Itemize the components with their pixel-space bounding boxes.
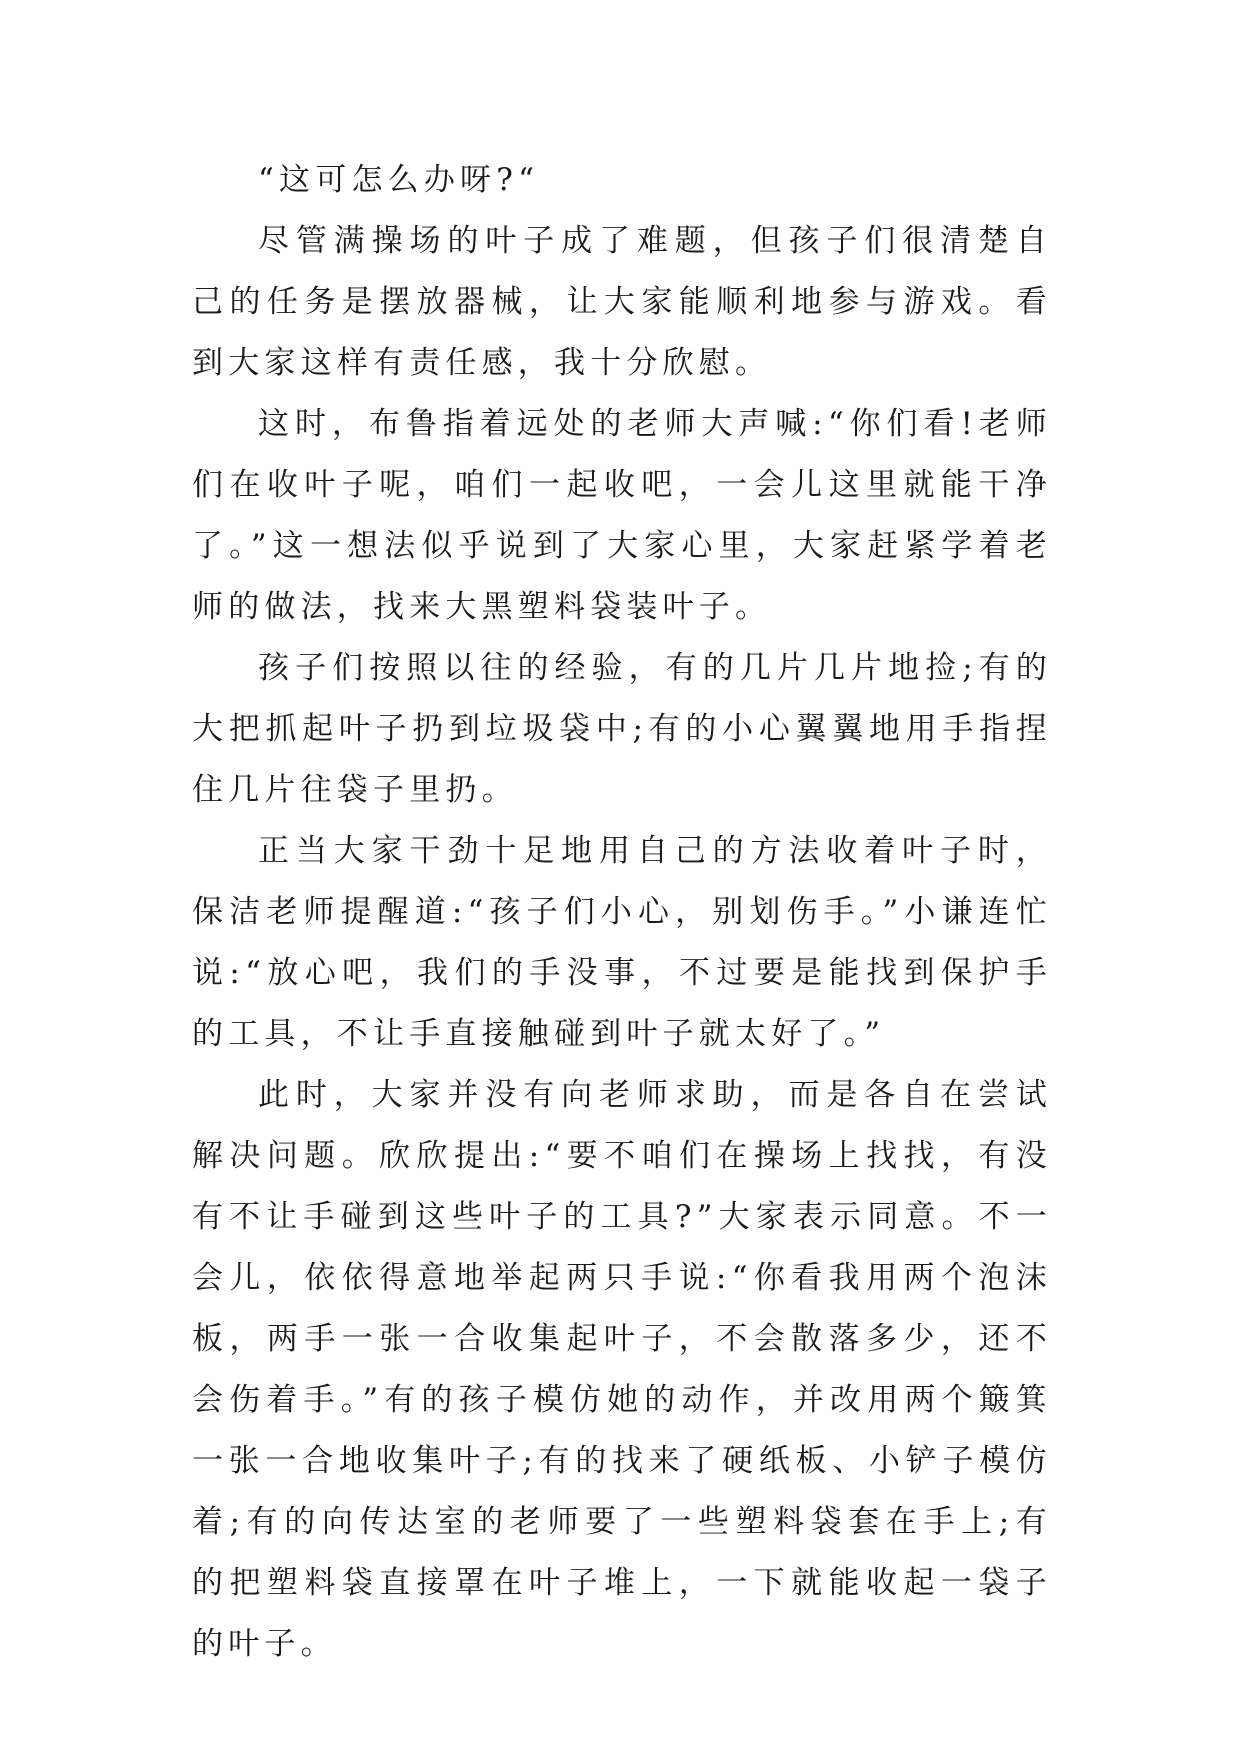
paragraph-3: 这时，布鲁指着远处的老师大声喊:“你们看!老师们在收叶子呢，咱们一起收吧，一会儿这里就能干净了。”这一想法似乎说到了大家心里，大家赶紧学着老师的做法，找来大黑塑料袋装叶子。 — [192, 406, 1052, 625]
document-body — [192, 150, 1052, 1675]
paragraph-2: 尽管满操场的叶子成了难题，但孩子们很清楚自己的任务是摆放器械，让大家能顺利地参与游戏。看到大家这样有责任感，我十分欣慰。 — [192, 223, 1052, 381]
paragraph-4: 孩子们按照以往的经验，有的几片几片地捡;有的大把抓起叶子扔到垃圾袋中;有的小心翼翼地用手指捏住几片往袋子里扔。 — [192, 650, 1052, 808]
paragraph-6: 此时，大家并没有向老师求助，而是各自在尝试解决问题。欣欣提出:“要不咱们在操场上找找，有没有不让手碰到这些叶子的工具?”大家表示同意。不一会儿，依依得意地举起两只手说:“你看我用两个泡沫板，两手一张一合收集起叶子，不会散落多少，还不会伤着手。”有的孩子模仿她的动作，并改用两个簸箕一张一合地收集叶子;有的找来了硬纸板、小铲子模仿着;有的向传达室的老师要了一些塑料袋套在手上;有的把塑料袋直接罩在叶子堆上，一下就能收起一袋子的叶子。 — [192, 1077, 1052, 1662]
paragraph-1: “这可怎么办呀?“ — [258, 162, 540, 198]
paragraph-5: 正当大家干劲十足地用自己的方法收着叶子时，保洁老师提醒道:“孩子们小心，别划伤手。”小谦连忙说:“放心吧，我们的手没事，不过要是能找到保护手的工具，不让手直接触碰到叶子就太好了。” — [192, 833, 1052, 1052]
